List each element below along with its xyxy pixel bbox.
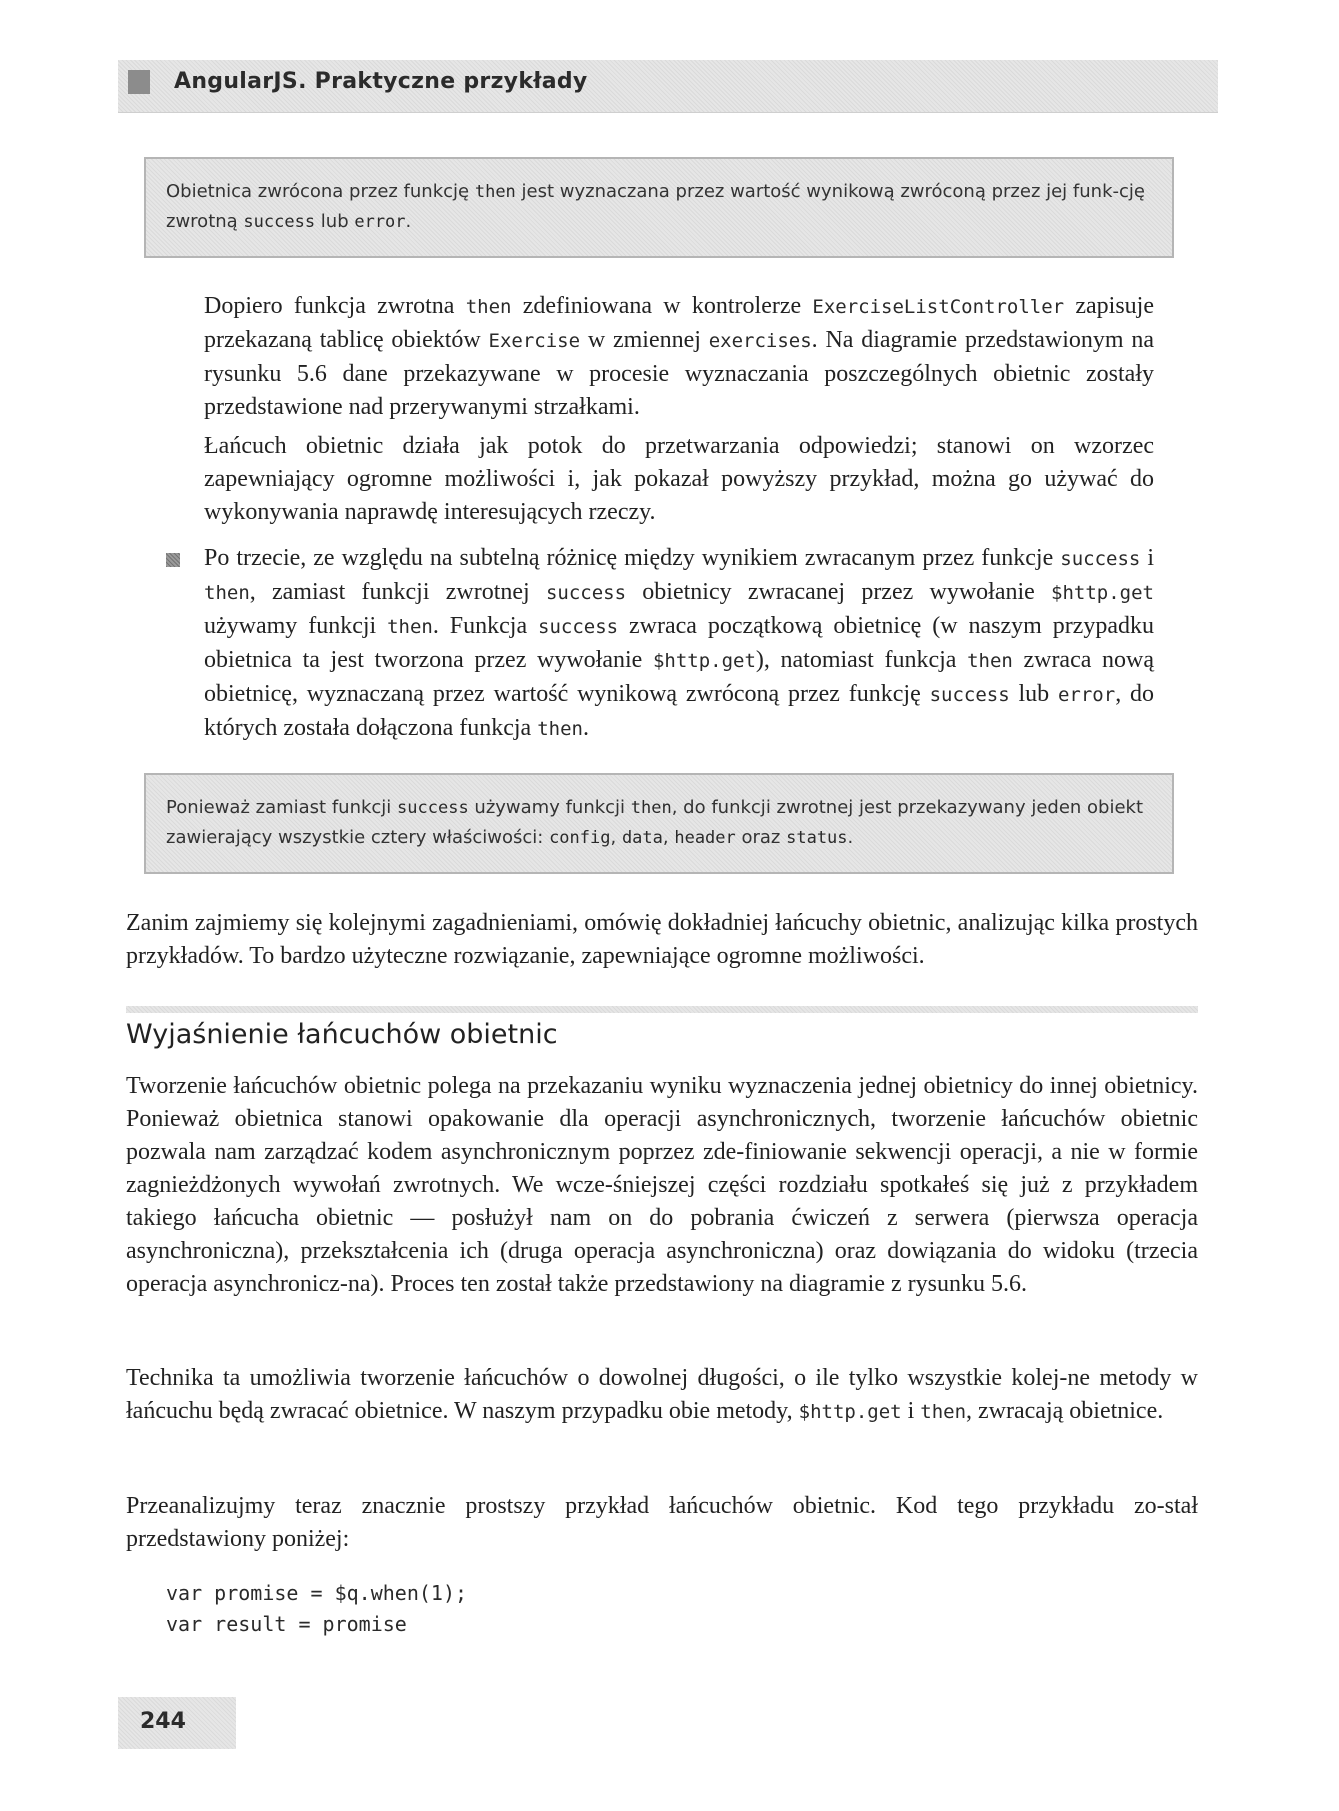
bullet-item-third-point: Po trzecie, ze względu na subtelną różnicę między wynikiem zwracanym przez funkcje success i then, zamiast funkcji zwrotnej success obietnicy zwracanej przez wywołanie $http.get używamy funkcji then. Funkcja success zwraca początkową obietnicę (w naszym przypadku obietnica ta jest tworzona przez wywołanie $http.get), natomiast funkcja then zwraca nową obietnicę, wyznaczaną przez wartość wynikową zwróconą przez funkcję success lub error, do których została dołączona funkcja then. xyxy=(204,545,1155,741)
note-text: . xyxy=(405,211,412,232)
code-success: success xyxy=(545,582,627,604)
code-then: then xyxy=(630,798,672,818)
note-box-callback-properties: Ponieważ zamiast funkcji success używamy funkcji then, do funkcji zwrotnej jest przekazywany jeden obiekt zawierający wszystkie cztery właściwości: config, data, header oraz status. xyxy=(144,773,1174,874)
code-controller-name: ExerciseListController xyxy=(812,296,1065,318)
code-http-get: $http.get xyxy=(652,650,756,672)
code-then: then xyxy=(204,582,250,604)
code-http-get: $http.get xyxy=(798,1401,902,1423)
paragraph-simple-example: Przeanalizujmy teraz znacznie prostszy przykład łańcuchów obietnic. Kod tego przykładu zo-stał przedstawiony poniżej: xyxy=(126,1493,1198,1552)
code-success: success xyxy=(538,616,619,638)
code-success: success xyxy=(397,798,469,818)
code-error: error xyxy=(1057,684,1116,706)
code-exercise: Exercise xyxy=(488,330,581,352)
code-exercises: exercises xyxy=(708,330,812,352)
code-error: error xyxy=(354,212,406,232)
code-then: then xyxy=(465,296,512,318)
page-number-box xyxy=(118,1697,236,1749)
note-text: Obietnica zwrócona przez funkcję xyxy=(166,181,475,202)
note-text: lub xyxy=(315,211,355,232)
note-box-then-promise xyxy=(144,157,1174,258)
code-listing xyxy=(166,1578,467,1640)
bullet-marker xyxy=(166,553,180,567)
code-success: success xyxy=(1060,548,1141,570)
running-header xyxy=(118,60,1218,113)
code-then: then xyxy=(537,718,583,740)
code-config: config xyxy=(549,828,611,848)
paragraph-chain-length: Technika ta umożliwia tworzenie łańcuchów o dowolnej długości, o ile tylko wszystkie kolej-ne metody w łańcuchu będą zwracać obietnice. W naszym przypadku obie metody, $http.get i then, zwracają obietnice. xyxy=(126,1365,1198,1424)
code-status: status xyxy=(786,828,848,848)
paragraph-intro-chains: Zanim zajmiemy się kolejnymi zagadnieniami, omówię dokładniej łańcuchy obietnic, analizując kilka prostych przykładów. To bardzo użyteczne rozwiązanie, zapewniające ogromne możliwości. xyxy=(126,910,1198,969)
paragraph-promise-chain-pipeline: Łańcuch obietnic działa jak potok do przetwarzania odpowiedzi; stanowi on wzorzec zapewniający ogromne możliwości i, jak pokazał powyższy przykład, można go używać do wykonywania naprawdę interesujących rzeczy. xyxy=(204,433,1154,525)
code-then: then xyxy=(387,616,433,638)
code-http-get: $http.get xyxy=(1051,582,1154,604)
note-text: jest wyznaczana przez wartość wynikową zwróconą przez jej funk-cję zwrotną xyxy=(166,181,1145,232)
code-success: success xyxy=(929,684,1010,706)
paragraph-exercise-list-controller: Dopiero funkcja zwrotna then zdefiniowana w kontrolerze ExerciseListController zapisuje przekazaną tablicę obiektów Exercise w zmiennej exercises. Na diagramie przedstawionym na rysunku 5.6 dane przekazywane w procesie wyznaczania poszczególnych obietnic zostały przedstawione nad przerywanymi strzałkami. xyxy=(204,293,1155,420)
paragraph-chain-explanation: Tworzenie łańcuchów obietnic polega na przekazaniu wyniku wyznaczenia jednej obietnicy do innej obietnicy. Ponieważ obietnica stanowi opakowanie dla operacji asynchronicznych, tworzenie łańcuchów obietnic pozwala nam zarządzać kodem asynchronicznym poprzez zde-finiowanie sekwencji operacji, a nie w formie zagnieżdżonych wywołań zwrotnych. We wcze-śniejszej części rozdziału spotkałeś się już z przykładem takiego łańcucha obietnic — posłużył nam on do pobrania ćwiczeń z serwera (pierwsza operacja asynchroniczna), przekształcenia ich (druga operacja asynchroniczna) oraz dowiązania do widoku (trzecia operacja asynchronicz-na). Proces ten został także przedstawiony na diagramie z rysunku 5.6. xyxy=(126,1073,1198,1297)
book-title: AngularJS. Praktyczne przykłady xyxy=(174,69,588,94)
page-number: 244 xyxy=(140,1709,186,1734)
code-header: header xyxy=(674,828,736,848)
code-then: then xyxy=(474,182,516,202)
section-divider xyxy=(126,1006,1198,1013)
code-data: data xyxy=(621,828,663,848)
code-success: success xyxy=(243,212,316,232)
code-then: then xyxy=(967,650,1013,672)
code-line-2: var result = promise xyxy=(166,1612,407,1636)
section-heading: Wyjaśnienie łańcuchów obietnic xyxy=(126,1019,558,1050)
header-marker xyxy=(128,70,150,94)
code-then: then xyxy=(920,1401,967,1423)
code-line-1: var promise = $q.when(1); xyxy=(166,1581,468,1605)
